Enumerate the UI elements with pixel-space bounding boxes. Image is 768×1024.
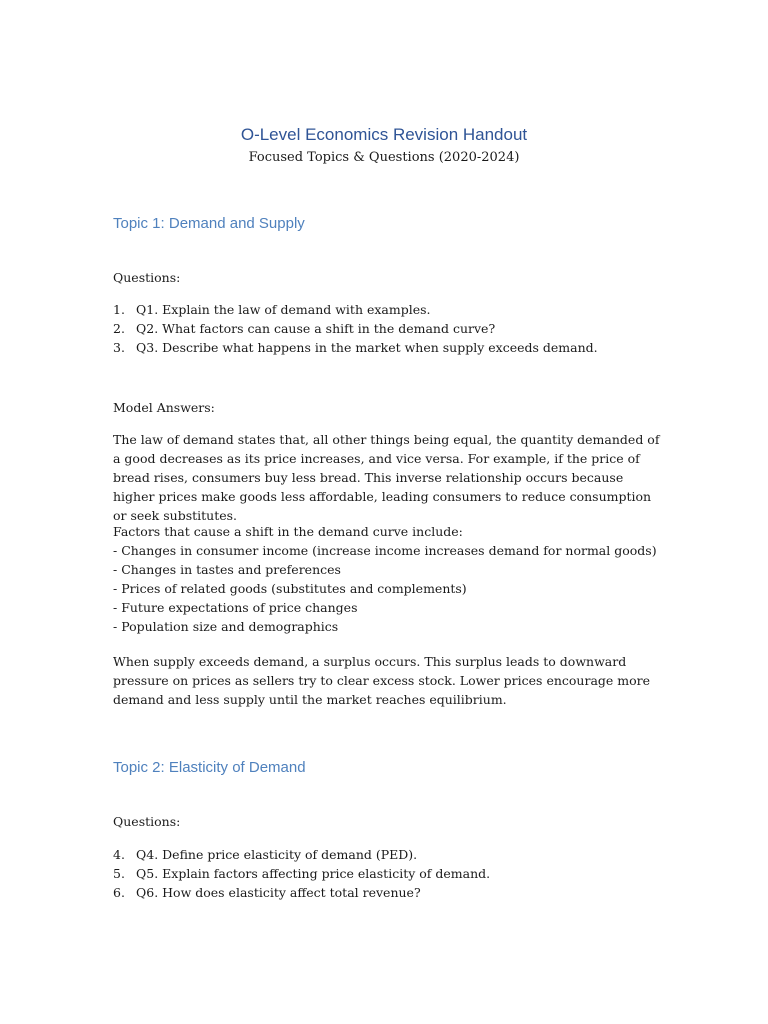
question-text: Q1. Explain the law of demand with examples. [136,302,431,317]
question-number: 2. [113,321,125,336]
list-item: - Future expectations of price changes [113,600,358,615]
list-item: - Changes in consumer income (increase income increases demand for normal goods) [113,543,657,558]
question-number: 3. [113,340,125,355]
topic-1-heading: Topic 1: Demand and Supply [113,215,305,232]
list-item [113,300,673,319]
list-item [113,883,673,902]
list-item: - Population size and demographics [113,619,339,634]
topic-1-questions-label: Questions: [113,270,181,285]
question-text: Q2. What factors can cause a shift in the demand curve? [136,321,496,336]
list-item [113,338,673,357]
list-item: - Prices of related goods (substitutes and complements) [113,581,467,596]
list-item [113,864,673,883]
topic-2-question-list [113,845,673,902]
document-title: O-Level Economics Revision Handout [240,125,528,144]
question-text: Q3. Describe what happens in the market when supply exceeds demand. [136,340,598,355]
question-number: 4. [113,847,125,862]
answer-law-of-demand: The law of demand states that, all other things being equal, the quantity demanded of a good decreases as its price increases, and vice versa. For example, if the price of bread rises, consumers buy less bread. This inverse relationship occurs because higher prices make goods less affordable, leading consumers to reduce consumption or seek substitutes. [113,432,660,523]
answer-demand-shift-factors [113,522,663,636]
question-text: Q5. Explain factors affecting price elasticity of demand. [136,866,491,881]
question-text: Q6. How does elasticity affect total revenue? [136,885,421,900]
topic-2-heading: Topic 2: Elasticity of Demand [113,759,306,776]
answer-surplus: When supply exceeds demand, a surplus occurs. This surplus leads to downward pressure on prices as sellers try to clear excess stock. Lower prices encourage more demand and less supply until the market reaches equilibrium. [113,654,651,707]
list-item: - Changes in tastes and preferences [113,562,341,577]
topic-2-questions-label: Questions: [113,814,181,829]
question-text: Q4. Define price elasticity of demand (PED). [136,847,418,862]
question-number: 6. [113,885,125,900]
question-number: 1. [113,302,125,317]
question-number: 5. [113,866,125,881]
topic-1-answers-label: Model Answers: [113,400,215,415]
list-item [113,319,673,338]
list-item [113,845,673,864]
document-subtitle: Focused Topics & Questions (2020-2024) [248,150,520,165]
answer-intro: Factors that cause a shift in the demand curve include: [113,524,463,539]
topic-1-question-list [113,300,673,357]
